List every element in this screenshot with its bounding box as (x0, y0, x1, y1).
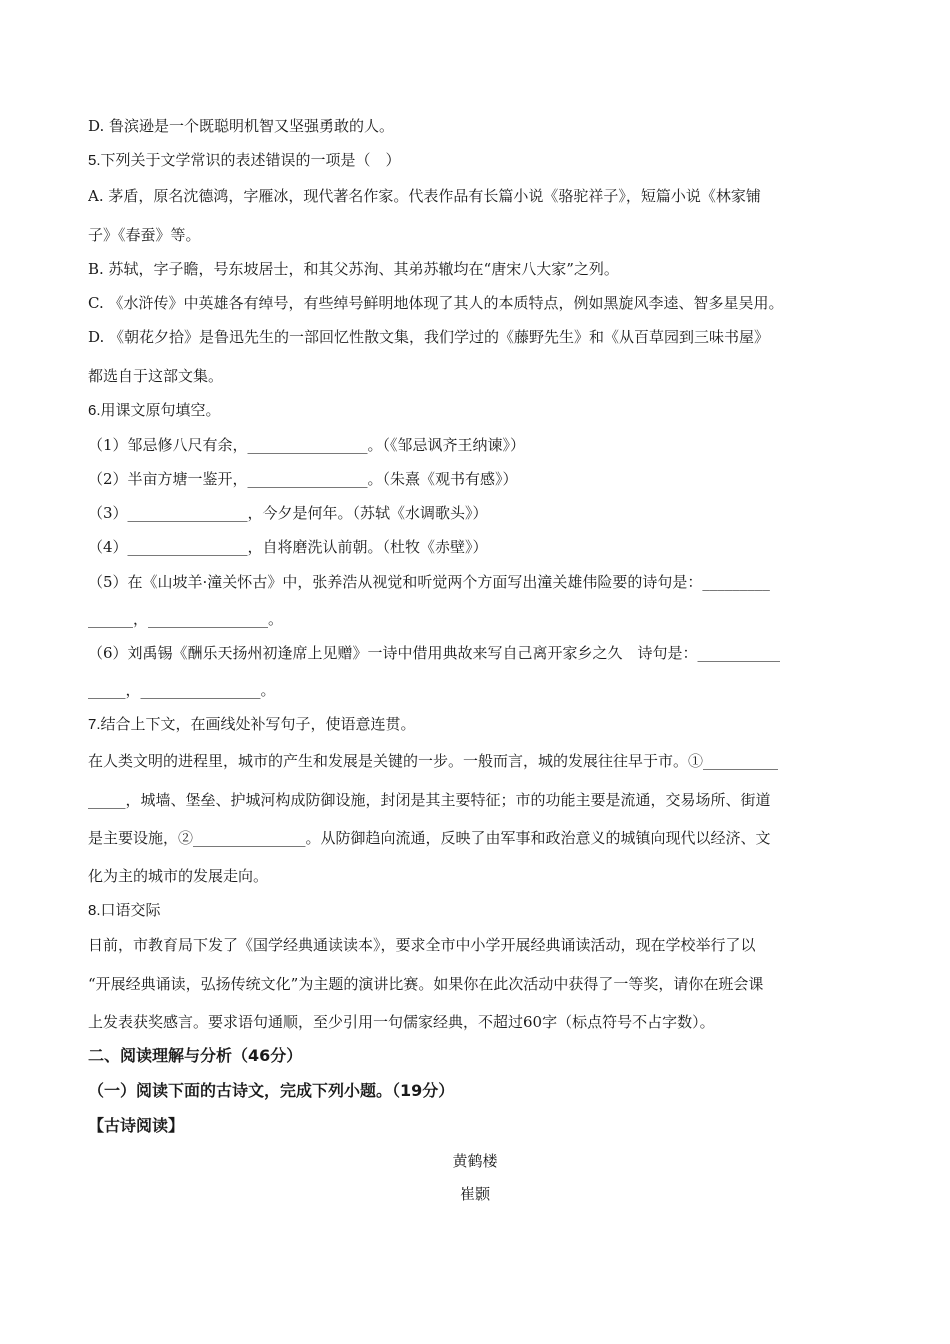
question-7 (88, 714, 863, 735)
q5-option-c: C. 《水浒传》中英雄各有绰号，有些绰号鲜明地体现了其人的本质特点，例如黑旋风李逵、智多星吴用。 (88, 294, 784, 312)
q7-passage-line1: 在人类文明的进程里，城市的产生和发展是关键的一步。一般而言，城的发展往往早于市。①__________ (88, 752, 779, 770)
poem-author: 崔颢 (459, 1185, 490, 1203)
q5-option-b: B. 苏轼，字子瞻，号东坡居士，和其父苏洵、其弟苏辙均在“唐宋八大家”之列。 (88, 260, 619, 278)
question-8 (88, 900, 863, 921)
subsection-heading: （一）阅读下面的古诗文，完成下列小题。（19分） (88, 1081, 455, 1100)
q5-option-d-line2: 都选自于这部文集。 (88, 367, 224, 385)
q6-blank-5-line2: ______，________________。 (88, 610, 284, 628)
question-6 (88, 400, 863, 421)
section-tag: 【古诗阅读】 (88, 1116, 185, 1135)
question-number: 8. (88, 902, 101, 919)
q8-passage-line3: 上发表获奖感言。要求语句通顺，至少引用一句儒家经典，不超过60字（标点符号不占字数）。 (88, 1013, 715, 1031)
question-stem: 结合上下文，在画线处补写句子，使语意连贯。 (100, 715, 416, 733)
q6-blank-3: （3）________________，今夕是何年。（苏轼《水调歌头》） (88, 504, 488, 522)
poem-title: 黄鹤楼 (452, 1152, 498, 1170)
question-number: 5. (88, 152, 101, 169)
q6-blank-1: （1）邹忌修八尺有余，________________。（《邹忌讽齐王纳谏》） (88, 436, 526, 454)
q6-blank-2: （2）半亩方塘一鉴开，________________。（朱熹《观书有感》） (88, 470, 518, 488)
question-5 (88, 150, 863, 171)
q8-passage-line1: 日前，市教育局下发了《国学经典通读读本》，要求全市中小学开展经典诵读活动，现在学校举行了以 (88, 936, 756, 954)
question-stem: 口语交际 (100, 901, 161, 919)
q6-blank-5-line1: （5）在《山坡羊·潼关怀古》中，张养浩从视觉和听觉两个方面写出潼关雄伟险要的诗句是：_________ (88, 573, 770, 591)
q5-option-a-line1: A. 茅盾，原名沈德鸿，字雁冰，现代著名作家。代表作品有长篇小说《骆驼祥子》，短篇小说《林家铺 (88, 187, 761, 205)
question-number: 7. (88, 716, 101, 733)
question-stem: 下列关于文学常识的表述错误的一项是（ ） (100, 151, 401, 169)
q7-passage-line4: 化为主的城市的发展走向。 (88, 867, 269, 885)
q7-passage-line3: 是主要设施，②_______________。从防御趋向流通，反映了由军事和政治意义的城镇向现代以经济、文 (88, 829, 771, 847)
q8-passage-line2: “开展经典诵读，弘扬传统文化”为主题的演讲比赛。如果你在此次活动中获得了一等奖，请你在班会课 (88, 975, 764, 993)
q6-blank-6-line1: （6）刘禹锡《酬乐天扬州初逢席上见赠》一诗中借用典故来写自己离开家乡之久 诗句是：___________ (88, 644, 781, 662)
q4-option-d: D. 鲁滨逊是一个既聪明机智又坚强勇敢的人。 (88, 117, 395, 135)
q7-passage-line2: _____，城墙、堡垒、护城河构成防御设施，封闭是其主要特征；市的功能主要是流通，交易场所、街道 (88, 791, 771, 809)
question-stem: 用课文原句填空。 (100, 401, 221, 419)
section-heading: 二、阅读理解与分析（46分） (88, 1046, 303, 1065)
question-number: 6. (88, 402, 101, 419)
q6-blank-4: （4）________________，自将磨洗认前朝。（杜牧《赤壁》） (88, 538, 488, 556)
q5-option-d-line1: D. 《朝花夕拾》是鲁迅先生的一部回忆性散文集，我们学过的《藤野先生》和《从百草园到三味书屋》 (88, 328, 770, 346)
q6-blank-6-line2: _____，________________。 (88, 681, 276, 699)
q5-option-a-line2: 子》《春蚕》等。 (88, 226, 201, 244)
